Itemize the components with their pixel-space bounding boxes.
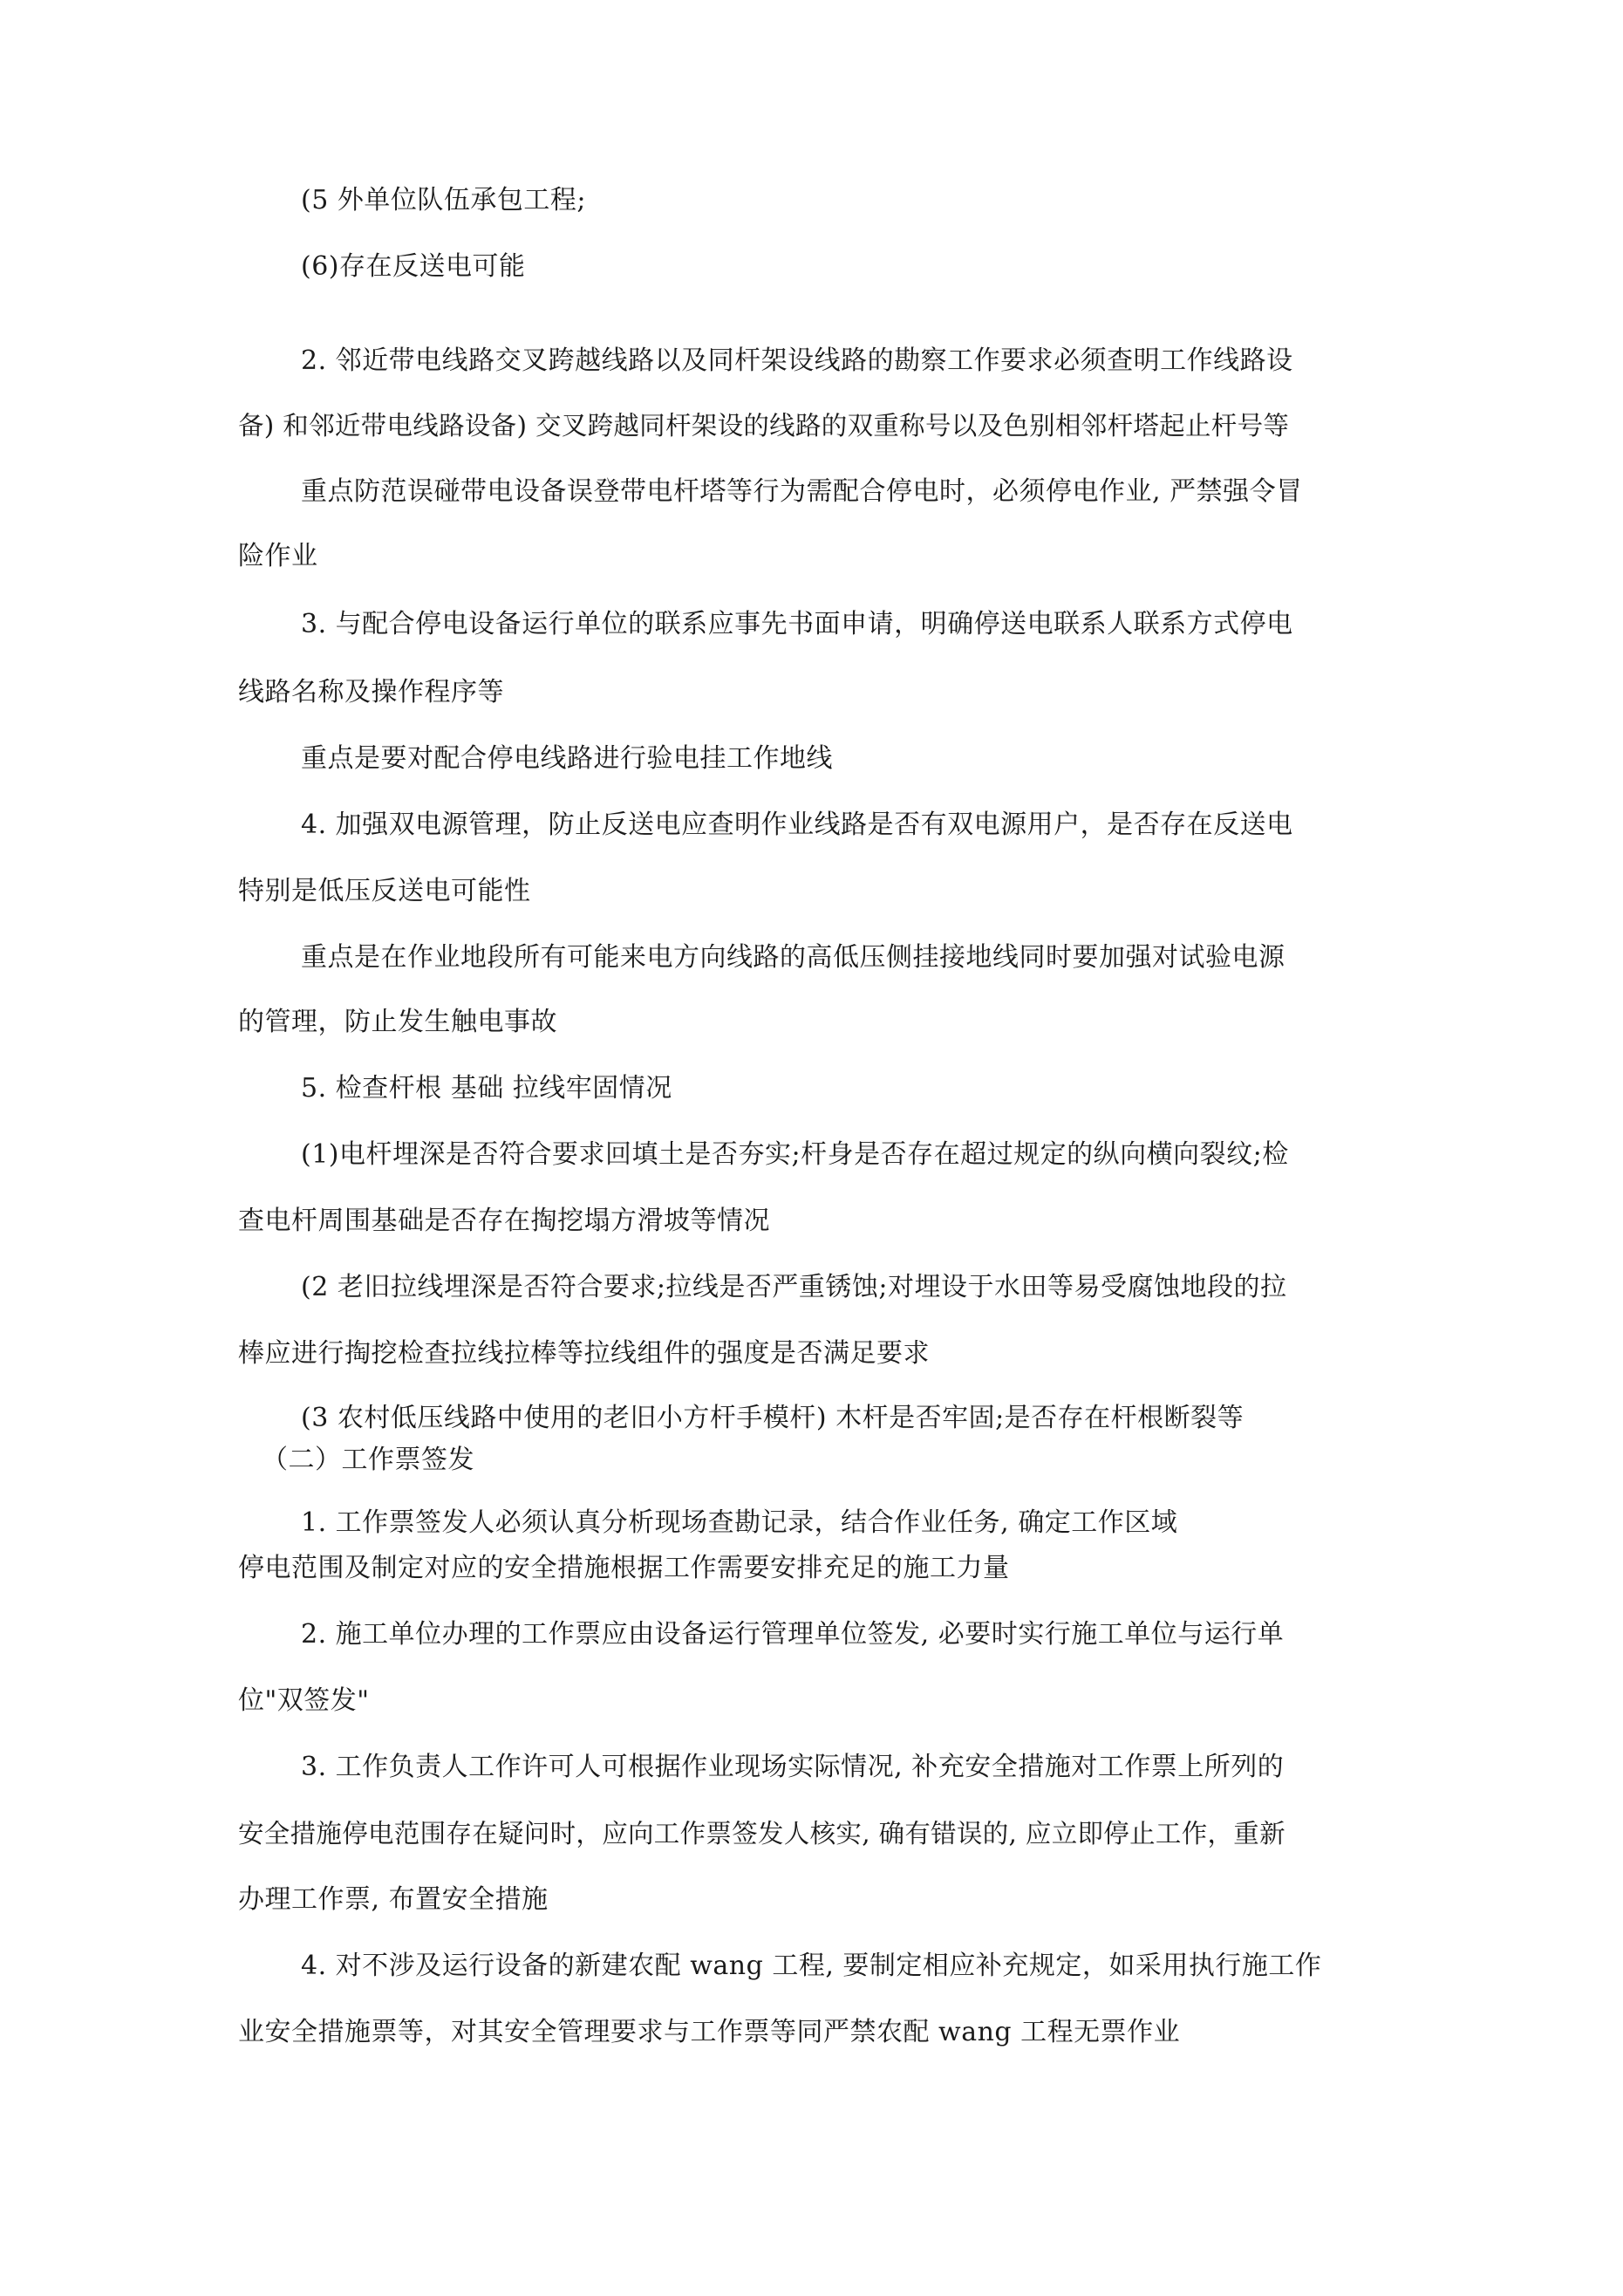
- ticket-item-1-line-2: 停电范围及制定对应的安全措施根据工作需要安排充足的施工力量: [238, 1553, 1010, 1583]
- item-3-line-1: 3. 与配合停电设备运行单位的联系应事先书面申请，明确停送电联系人联系方式停电: [301, 609, 1293, 639]
- ticket-item-3-line-3: 办理工作票, 布置安全措施: [238, 1884, 549, 1915]
- ticket-item-4-line-1: 4. 对不涉及运行设备的新建农配 wang 工程, 要制定相应补充规定，如采用执行施工作: [301, 1951, 1322, 1981]
- ticket-item-3-line-2: 安全措施停电范围存在疑问时，应向工作票签发人核实, 确有错误的, 应立即停止工作，重新: [238, 1819, 1285, 1848]
- section-heading-work-ticket: （二）工作票签发: [262, 1445, 474, 1475]
- ticket-item-2-line-1: 2. 施工单位办理的工作票应由设备运行管理单位签发, 必要时实行施工单位与运行单: [301, 1619, 1285, 1650]
- item-5-sub-1-line-1: (1)电杆埋深是否符合要求回填土是否夯实;杆身是否存在超过规定的纵向横向裂纹;检: [301, 1139, 1289, 1170]
- item-4-note-line-2: 的管理，防止发生触电事故: [238, 1007, 557, 1037]
- item-2-note-line-1: 重点防范误碰带电设备误登带电杆塔等行为需配合停电时，必须停电作业, 严禁强令冒: [301, 476, 1303, 507]
- item-2-line-1: 2. 邻近带电线路交叉跨越线路以及同杆架设线路的勘察工作要求必须查明工作线路设: [301, 345, 1293, 376]
- item-5-sub-1-line-2: 查电杆周围基础是否存在掏挖塌方滑坡等情况: [238, 1206, 770, 1236]
- item-3-line-2: 线路名称及操作程序等: [238, 677, 504, 707]
- item-5-sub-3: (3 农村低压线路中使用的老旧小方杆手模杆) 木杆是否牢固;是否存在杆根断裂等: [301, 1403, 1245, 1433]
- item-5-heading: 5. 检查杆根 基础 拉线牢固情况: [301, 1073, 672, 1104]
- item-4-line-1: 4. 加强双电源管理，防止反送电应查明作业线路是否有双电源用户，是否存在反送电: [301, 810, 1293, 840]
- item-3-note: 重点是要对配合停电线路进行验电挂工作地线: [301, 743, 833, 774]
- item-4-line-2: 特别是低压反送电可能性: [238, 876, 531, 906]
- ticket-item-4-line-2: 业安全措施票等，对其安全管理要求与工作票等同严禁农配 wang 工程无票作业: [238, 2017, 1181, 2047]
- list-item-5: (5 外单位队伍承包工程;: [301, 185, 586, 215]
- item-4-note-line-1: 重点是在作业地段所有可能来电方向线路的高低压侧挂接地线同时要加强对试验电源: [301, 942, 1285, 973]
- ticket-item-2-line-2: 位"双签发": [238, 1685, 370, 1716]
- item-5-sub-2-line-1: (2 老旧拉线埋深是否符合要求;拉线是否严重锈蚀;对埋设于水田等易受腐蚀地段的拉: [301, 1272, 1287, 1302]
- ticket-item-3-line-1: 3. 工作负责人工作许可人可根据作业现场实际情况, 补充安全措施对工作票上所列的: [301, 1752, 1285, 1782]
- item-2-note-line-2: 险作业: [238, 541, 318, 571]
- item-5-sub-2-line-2: 棒应进行掏挖检查拉线拉棒等拉线组件的强度是否满足要求: [238, 1338, 930, 1369]
- ticket-item-1-line-1: 1. 工作票签发人必须认真分析现场查勘记录，结合作业任务, 确定工作区域: [301, 1507, 1178, 1538]
- list-item-6: (6)存在反送电可能: [301, 251, 526, 282]
- item-2-line-2: 备) 和邻近带电线路设备) 交叉跨越同杆架设的线路的双重称号以及色别相邻杆塔起止杆号等: [238, 411, 1290, 441]
